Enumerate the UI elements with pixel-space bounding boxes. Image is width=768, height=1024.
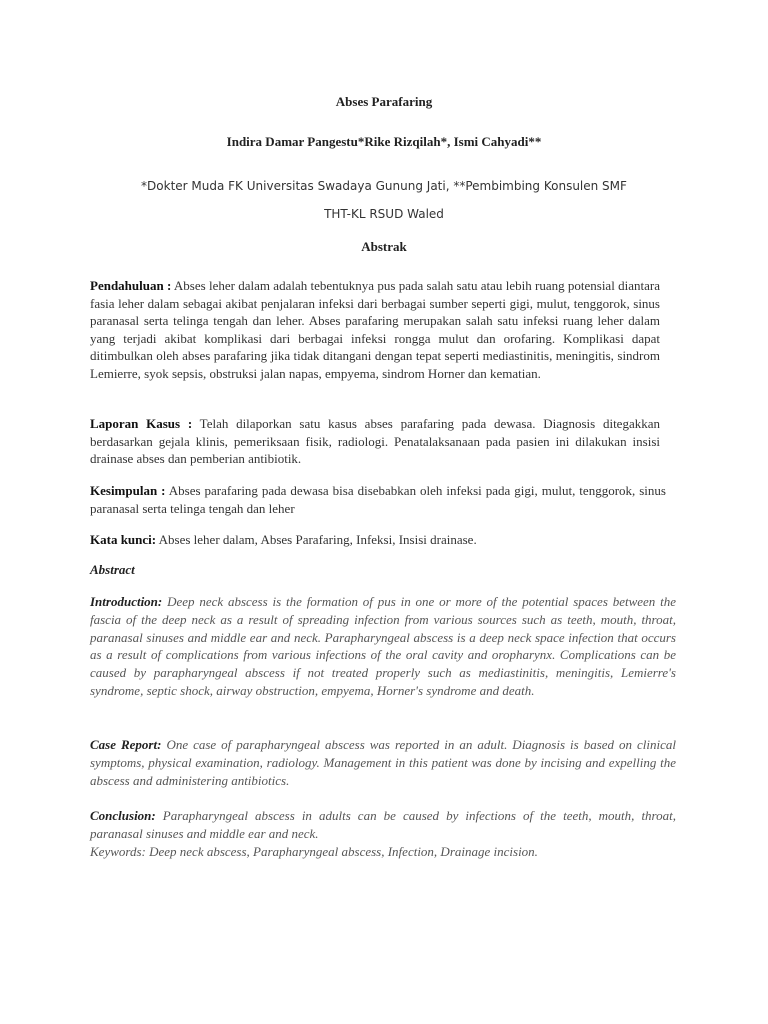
paper-title: Abses Parafaring [335, 94, 433, 109]
affiliation-line-1: *Dokter Muda FK Universitas Swadaya Gunung Jati, **Pembimbing Konsulen SMF [141, 179, 627, 193]
author-list: Indira Damar Pangestu*Rike Rizqilah*, Ismi Cahyadi** [226, 134, 542, 149]
introduction-paragraph [90, 593, 676, 700]
keywords-line: Keywords: Deep neck abscess, Parapharyngeal abscess, Infection, Drainage incision. [90, 843, 538, 859]
case-report-text: One case of parapharyngeal abscess was reported in an adult. Diagnosis is based on clinical symptoms, physical examination, radiology. Management in this patient was done by incising and expelling the abscess and administering antibiotics. [90, 737, 676, 788]
laporan-kasus-text: Telah dilaporkan satu kasus abses parafaring pada dewasa. Diagnosis ditegakkan berdasarkan gejala klinis, pemeriksaan fisik, radiologi. Penatalaksanaan pada pasien ini dilakukan insisi drainase abses dan pemberian antibiotik. [90, 416, 660, 467]
pendahuluan-paragraph [90, 277, 660, 383]
kesimpulan-paragraph [90, 482, 666, 517]
conclusion-text: Parapharyngeal abscess in adults can be caused by infections of the teeth, mouth, throat, paranasal sinuses and middle ear and neck. [90, 808, 676, 841]
kata-kunci-text: Abses leher dalam, Abses Parafaring, Infeksi, Insisi drainase. [158, 532, 477, 547]
introduction-label: Introduction: [90, 594, 163, 609]
affiliation-line-2: THT-KL RSUD Waled [324, 207, 444, 221]
kata-kunci-label: Kata kunci: [90, 532, 157, 547]
case-report-paragraph [90, 736, 676, 789]
abstrak-heading: Abstrak [361, 239, 407, 254]
laporan-kasus-paragraph [90, 415, 660, 468]
kesimpulan-label: Kesimpulan : [90, 483, 166, 498]
laporan-kasus-label: Laporan Kasus : [90, 416, 193, 431]
introduction-text: Deep neck abscess is the formation of pus in one or more of the potential spaces between the fascia of the deep neck as a result of spreading infection from various sources such as teeth, mouth, throat, paranasal sinuses and middle ear and neck. Parapharyngeal abscess is a deep neck space infection that occurs as a result of complications from various infections of the oral cavity and oropharynx. Complications can be caused by parapharyngeal abscess if not treated properly such as mediastinitis, meningitis, Lemierre's syndrome, septic shock, airway obstruction, empyema, Horner's syndrome and death. [90, 594, 677, 698]
pendahuluan-text: Abses leher dalam adalah tebentuknya pus pada salah satu atau lebih ruang potensial diantara fasia leher dalam sebagai akibat penjalaran infeksi dari berbagai sumber seperti gigi, mulut, tenggorok, sinus paranasal serta telinga tengah dan leher. Abses parafaring merupakan salah satu infeksi ruang leher dalam yang terjadi akibat komplikasi dari berbagai infeksi rongga mulut dan orofaring. Komplikasi dapat ditimbulkan oleh abses parafaring jika tidak ditangani dengan tepat seperti mediastinitis, meningitis, sindrom Lemierre, syok sepsis, obstruksi jalan napas, empyema, sindrom Horner dan kematian. [90, 278, 660, 381]
affiliation [90, 172, 678, 228]
kata-kunci-paragraph [90, 531, 660, 549]
abstract-heading: Abstract [90, 562, 135, 577]
kesimpulan-text: Abses parafaring pada dewasa bisa disebabkan oleh infeksi pada gigi, mulut, tenggorok, sinus paranasal serta telinga tengah dan leher [90, 483, 666, 516]
conclusion-label: Conclusion: [90, 808, 156, 823]
case-report-label: Case Report: [90, 737, 162, 752]
pendahuluan-label: Pendahuluan : [90, 278, 172, 293]
conclusion-paragraph [90, 807, 676, 860]
